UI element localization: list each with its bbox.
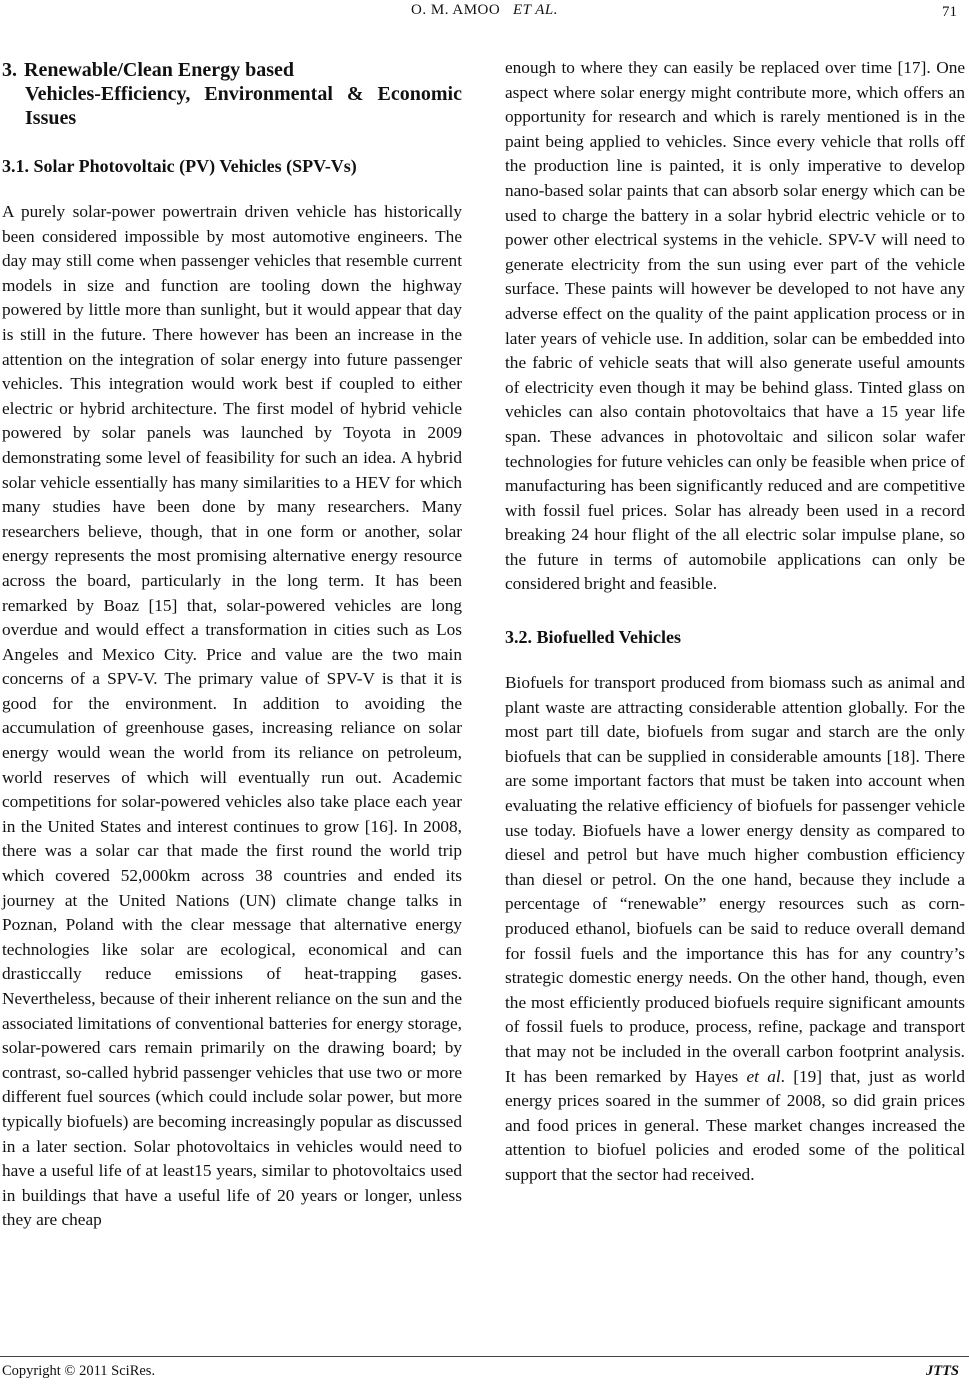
section-3-title-rest: Vehicles-Efficiency, Environmental & Economic Issues [25,83,462,129]
section-3-1-paragraph-left: A purely solar-power powertrain driven vehicle has historically been considered impossible by most automotive engineers. The day may still come when passenger vehicles that resemble current models in size and function are tooling down the highway powered by little more than sunlight, but it would appear that day is still in the future. There however has been an increase in the attention on the integration of solar energy into future passenger vehicles. This integration would work best if coupled to either electric or hybrid architecture. The first model of hybrid vehicle powered by solar panels was launched by Toyota in 2009 demonstrating some level of feasibility for such an idea. A hybrid solar vehicle essentially has many similarities to a HEV for which many studies have been done by many researchers. Many researchers believe, though, that in one form or another, solar energy represents the most promising alternative energy resource across the board, particularly in the long term. It has been remarked by Boaz [15] that, solar-powered vehicles are long overdue and would effect a transformation in cities such as Los Angeles and Mexico City. Price and value are the two main concerns of a SPV-V. The primary value of SPV-V is that it is good for the environment. In addition to avoiding the accumulation of greenhouse gases, increasing reliance on solar energy would wean the world from its reliance on petroleum, world reserves of which will eventually run out. Academic competitions for solar-powered vehicles also take place each year in the United States and interest continues to grow [16]. In 2008, there was a solar car that made the first round the world trip which covered 52,000km across 38 countries and ended its journey at the United Nations (UN) climate change talks in Poznan, Poland with the clear message that alternative energy technologies like solar are ecological, economical and can drasticcally reduce emissions of heat-trapping gases. Nevertheless, because of their inherent reliance on the sun and the associated limitations of conventional batteries for energy storage, solar-powered cars remain primarily on the drawing board; by contrast, so-called hybrid passenger vehicles that use two or more different fuel sources (which could include solar power, but more typically biofuels) are becoming increasingly popular as discussed in a later section. Solar photovoltaics in vehicles would need to have a useful life of at least15 years, similar to photovoltaics used in buildings that have a useful life of 20 years or longer, unless they are cheap [2,202,462,1230]
section-3-2-title: 3.2. Biofuelled Vehicles [505,627,682,648]
section-3-1-paragraph-right: enough to where they can easily be replaced over time [17]. One aspect where solar energy might contribute more, which offers an opportunity for research and which is rarely mentioned is in the paint being applied to vehicles. Since every vehicle that rolls off the production line is painted, it is only imperative to develop nano-based solar paints that can absorb solar energy which can be used to charge the battery in a solar hybrid electric vehicle or to power other electrical systems in the vehicle. SPV-V will need to generate electricity from the sun using ever part of the vehicle surface. These paints will however be developed to not have any adverse effect on the quality of the paint application process or in later years of vehicle use. In addition, solar can be embedded into the fabric of vehicle seats that will also generate useful amounts of electricity even though it may be behind glass. Tinted glass on vehicles can also contain photovoltaics that have a 15 year life span. These advances in photovoltaic and silicon solar wafer technologies for future vehicles can only be feasible when price of manufacturing has been significantly reduced and are competitive with fossil fuel prices. Solar has already been used in a record breaking 24 hour flight of the all electric solar impulse plane, so the future in terms of automobile applications can only be considered bright and feasible. [505,58,965,594]
left-column [2,58,462,1233]
section-3-title [2,58,462,130]
footer-copyright: Copyright © 2011 SciRes. [2,1363,156,1379]
section-3-2-text-a: Biofuels for transport produced from biomass such as animal and plant waste are attracting considerable attention globally. For the most part till date, biofuels from sugar and starch are the only biofuels that can be supplied in considerable amounts [18]. There are some important factors that must be taken into account when evaluating the relative efficiency of biofuels for passenger vehicle use today. Biofuels have a lower energy density as compared to diesel and petrol but have much higher combustion efficiency than diesel or petrol. On the one hand, because they include a percentage of “renewable” energy resources such as corn-produced ethanol, biofuels can be said to reduce overall demand for fossil fuels and the importance this has for any country’s strategic domestic energy needs. On the other hand, though, even the most efficiently produced biofuels require significant amounts of fossil fuels to produce, process, refine, package and transport that may not be included in the overall carbon footprint analysis. It has been remarked by Hayes [505,673,965,1086]
right-column [505,56,965,1188]
header-etal: ET AL. [512,2,558,18]
section-3-title-line1: Renewable/Clean Energy based [24,59,294,81]
section-3-number: 3. [2,59,17,81]
page-number: 71 [942,4,957,20]
section-3-2-paragraph [505,671,965,1187]
section-3-2-etal: et al [746,1066,781,1086]
footer-journal: JTTS [925,1363,959,1379]
running-header [0,2,969,19]
footer-rule [0,1356,969,1357]
section-3-1-title: 3.1. Solar Photovoltaic (PV) Vehicles (SPV-Vs) [2,156,357,176]
header-authors: O. M. AMOO [411,2,501,18]
section-3-2-text-b: . [19] that, just as world energy prices soared in the summer of 2008, so did grain prices and food prices in general. These market changes increased the attention to biofuel policies and eroded some of the political support that the sector had received. [505,1066,965,1184]
